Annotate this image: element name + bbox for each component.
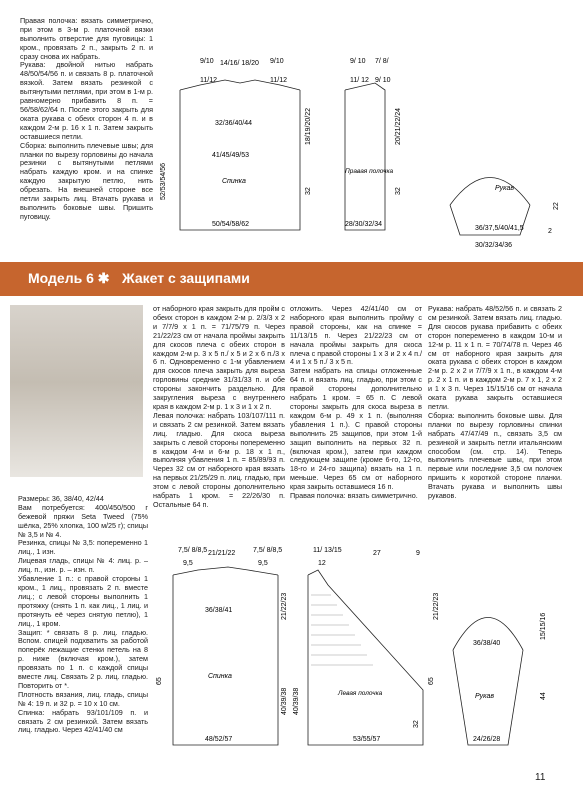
back-top-left2-b: 9,5 bbox=[183, 560, 193, 567]
bottom-schematics bbox=[153, 540, 578, 765]
front-height-side-b: 40/39/38 bbox=[293, 687, 300, 715]
column-3: отложить. Через 42/41/40 см от наборного края выполнить пройму с правой стороны, как на спинке = 11/13/15 п. Через 21/22/23 см от начала проймы закрыть для скоса плеча с правой стороны 1 х 3 и 2 х 4 п./ 4 и 1 х 5 п./ 3 х 5 п. Затем набрать на спицы отложенные 64 п. и вязать лиц. гладью, при этом с правой стороны дополнительно набрать 1 кром. = 65 п. С левой стороны закрыть для скоса выреза в каждом 6-м р. 49 х 1 п. (выполняя убавления 1 п.). С правой стороны выполнить 25 защипов, при этом 1-й защип выполнить на первых 32 п. (включая кром.), затем при каждом следующем защипе (кроме 6-го, 12-го, 18-го и 24-го защипа) вязать на 1 п. меньше. Через 65 см от наборного края закрыть оставшиеся 16 п. Правая полочка: вязать симметрично. bbox=[290, 304, 422, 501]
sleeve-label-bottom: Рукав bbox=[475, 693, 495, 700]
sleeve-height-cap-b: 15/15/16 bbox=[540, 612, 547, 640]
top-text-block bbox=[20, 8, 153, 222]
column-4: Рукава: набрать 48/52/56 п. и связать 2 см резинкой. Затем вязать лиц. гладью. Для скосов рукава прибавить с обеих сторон попеременно в каждом 10-м и 12-м р. 11 х 1 п. = 70/74/78 п. Через 46 см от наборного края закрыть для оката рукава с обеих сторон в каждом 2-м р. 2 х 2 и 7/7/9 х 1 п., в каждом 4-м р. 2 х 1 п. и в каждом 2-м р. 7 х 1, 2 х 2 и 1 х 3 п. Через 15/15/16 см от начала оката рукава закрыть оставшиеся петли. Сборка: выполнить боковые швы. Для планки по вырезу горловины спинки набрать 47/47/49 п., связать 3,5 см резинкой и закрыть петли итальянским способом (см. стр. 14). Теперь выполнить плечевые швы, при этом первые или последние 3,5 см полочек пришить к короткой стороне планки. Втачать рукава и выполнить швы рукавов. bbox=[428, 304, 562, 501]
back-width-bottom: 50/54/58/62 bbox=[212, 221, 249, 228]
front-width-bottom: 28/30/32/34 bbox=[345, 221, 382, 228]
front-height-32-b: 32 bbox=[413, 720, 420, 728]
sleeve-bottom-top: 30/32/34/36 bbox=[475, 242, 512, 249]
materials: Вам потребуется: 400/450/500 г бежевой пряжи Seta Tweed (75% шёлка, 25% хлопка, 100 м/25 г); спицы № 3,5 и № 4. bbox=[18, 502, 148, 539]
model-number bbox=[28, 270, 110, 287]
sleeves-instructions: Рукава: двойной нитью набрать 48/50/54/56 п. и связать 8 р. платочной вязкой. Затем вязать резинкой с вытянутыми петлями, при этом в 1-м р. равномерно прибавить 8 п. = 56/58/62/64 п. После этого закрыть для оката рукава с обеих сторон 4 п. и в каждом 2-м р. 16 х 1 п. Затем закрыть оставшиеся петли. bbox=[20, 60, 153, 141]
back-scheme-bottom bbox=[173, 567, 278, 745]
back-top-mid-b: 21/21/22 bbox=[208, 550, 236, 557]
back-height-full: 52/53/54/56 bbox=[160, 163, 167, 200]
gauge: Плотность вязания, лиц. гладь, спицы № 4: 19 п. и 32 р. = 10 х 10 см. bbox=[18, 689, 148, 708]
back-instructions: Спинка: набрать 93/101/109 п. и связать 2 см резинкой. Затем вязать лиц. гладью. Через 42/41/40 см bbox=[18, 707, 148, 735]
model-photo bbox=[10, 305, 143, 477]
front-scheme-top bbox=[345, 83, 385, 230]
tuck-def: Защип: * связать 8 р. лиц. гладью. Вспом. спицей подхватить за работой поперёк лежащие стенки петель на 8 р. ниже (включая кром.), затем провязать по 1 п. с каждой спицы вместе лиц. Связать 2 р. лиц. гладью. Повторить от *. bbox=[18, 627, 148, 690]
front-height-arm: 20/21/22/24 bbox=[395, 108, 402, 145]
front-width-bottom-b: 53/55/57 bbox=[353, 736, 381, 743]
assembly-instructions: Сборка: выполнить плечевые швы; для планки по вырезу горловины до начала резинки с вытянутыми петлями набрать каждую кром. и на спинке каждую закрытую петлю, нить обрезать. На внешней стороне все петли закрыть лиц. Втачать рукава и выполнить боковые швы. Пришить пуговицу. bbox=[20, 140, 153, 221]
front-label-bottom: Левая полочка bbox=[338, 690, 383, 697]
back-top-mid: 14/16/ 18/20 bbox=[220, 60, 259, 67]
front-scheme-bottom bbox=[308, 570, 423, 745]
back-top-right2-b: 9,5 bbox=[258, 560, 268, 567]
back-label-bottom: Спинка bbox=[208, 673, 232, 680]
tuck-lines bbox=[311, 595, 373, 665]
front-top-left: 9/ 10 bbox=[350, 58, 366, 65]
front-top-right-b: 9 bbox=[416, 550, 420, 557]
star-icon: ✱ bbox=[97, 270, 110, 286]
top-schematics bbox=[160, 45, 580, 260]
sleeve-height-b: 44 bbox=[540, 692, 547, 700]
sleeve-label-top: Рукав bbox=[495, 185, 515, 192]
sleeve-height-top: 22 bbox=[553, 202, 560, 210]
sizes: Размеры: 36, 38/40, 42/44 bbox=[18, 493, 104, 503]
column-2: от наборного края закрыть для пройм с обеих сторон в каждом 2-м р. 2/3/3 х 2 и 7/7/9 х 1 п. = 71/75/79 п. Через 21/22/23 см от начала проймы закрыть для скосов плеча с обеих сторон в каждом 2-м р. 3 х 5 п./ х 5 и 2 х 6 п./3 х 6 п. Одновременно с 1-м убавлением для скосов плеча закрыть для выреза горловины средние 31/31/33 п. и обе стороны закончить раздельно. Для закругления выреза с внутреннего края в каждом 2-м р. 1 х 3 и 1 х 2 п. Левая полочка: набрать 103/107/111 п. и связать 2 см резинкой. Затем вязать лиц. гладью. Для скоса выреза закрыть с левой стороны попеременно в каждом 4-м и 6-м р. 18 х 1 п., выполняя убавления 1 п. = 85/89/93 п. Через 32 см от наборного края вязать на первых 21/25/29 п. лиц. гладью, при этом с левой стороны дополнительно набрать 1 кром. = 22/26/30 п. Остальные 64 п. bbox=[153, 304, 286, 509]
front-height-arm-b: 21/22/23 bbox=[433, 592, 440, 620]
back-width-top: 32/36/40/44 bbox=[215, 120, 252, 127]
front-top-left2: 11/ 12 bbox=[350, 77, 369, 84]
model-label: Модель 6 bbox=[28, 270, 94, 286]
front-top-left-b: 11/ 13/15 bbox=[313, 547, 342, 554]
decrease-def: Убавление 1 п.: с правой стороны 1 кром., 1 лиц., провязать 2 п. вместе лиц.; с левой стороны выполнить 1 протяжку (снять 1 п. как лиц., 1 лиц. и протянуть её через снятую петлю), 1 лиц., 1 кром. bbox=[18, 574, 148, 628]
sleeve-width-top: 36/37,5/40/41,5 bbox=[475, 225, 524, 232]
front-top-right: 7/ 8/ bbox=[375, 58, 389, 65]
model-title: Жакет с защипами bbox=[122, 270, 250, 286]
front-height-side: 32 bbox=[395, 187, 402, 195]
rib-stitch: Резинка, спицы № 3,5: попеременно 1 лиц., 1 изн. bbox=[18, 538, 148, 557]
back-height-arm-b: 21/22/23 bbox=[281, 592, 288, 620]
back-height-arm: 18/19/20/22 bbox=[305, 108, 312, 145]
front-height-full-b: 65 bbox=[428, 677, 435, 685]
right-front-instructions: Правая полочка: вязать симметрично, при этом в 3-м р. платочной вязки выполнить отверстие для пуговицы: 1 кром., провязать 2 п., закрыть 2 п. и сразу снова их набрать. bbox=[20, 15, 153, 61]
back-top-left: 9/10 bbox=[200, 58, 214, 65]
back-top-right2: 11/12 bbox=[270, 77, 287, 84]
back-top-left2: 11/12 bbox=[200, 77, 217, 84]
back-width-bottom-b: 48/52/57 bbox=[205, 736, 233, 743]
sleeve-bottom-bottom: 24/26/28 bbox=[473, 736, 501, 743]
front-label-top: Правая полочка bbox=[345, 168, 394, 175]
left-column bbox=[18, 486, 148, 735]
sleeve-width-bottom: 36/38/40 bbox=[473, 640, 501, 647]
back-label-top: Спинка bbox=[222, 178, 246, 185]
back-top-right-b: 7,5/ 8/8,5 bbox=[253, 547, 283, 554]
back-top-left-b: 7,5/ 8/8,5 bbox=[178, 547, 208, 554]
back-width-mid: 41/45/49/53 bbox=[212, 152, 249, 159]
back-height-side: 32 bbox=[305, 187, 312, 195]
back-width-top-b: 36/38/41 bbox=[205, 607, 233, 614]
front-top-mid-b: 27 bbox=[373, 550, 381, 557]
back-height-full-b: 65 bbox=[156, 677, 163, 685]
back-height-side-b: 40/39/38 bbox=[281, 687, 288, 715]
back-top-right: 9/10 bbox=[270, 58, 284, 65]
stockinette-stitch: Лицевая гладь, спицы № 4: лиц. р. – лиц. п., изн. р. – изн. п. bbox=[18, 556, 148, 575]
front-top-right2: 9/ 10 bbox=[375, 77, 391, 84]
sleeve-scheme-bottom bbox=[453, 618, 523, 746]
front-top-left2-b: 12 bbox=[318, 560, 326, 567]
sleeve-small-top: 2 bbox=[548, 228, 552, 235]
page-number: 11 bbox=[535, 772, 546, 783]
